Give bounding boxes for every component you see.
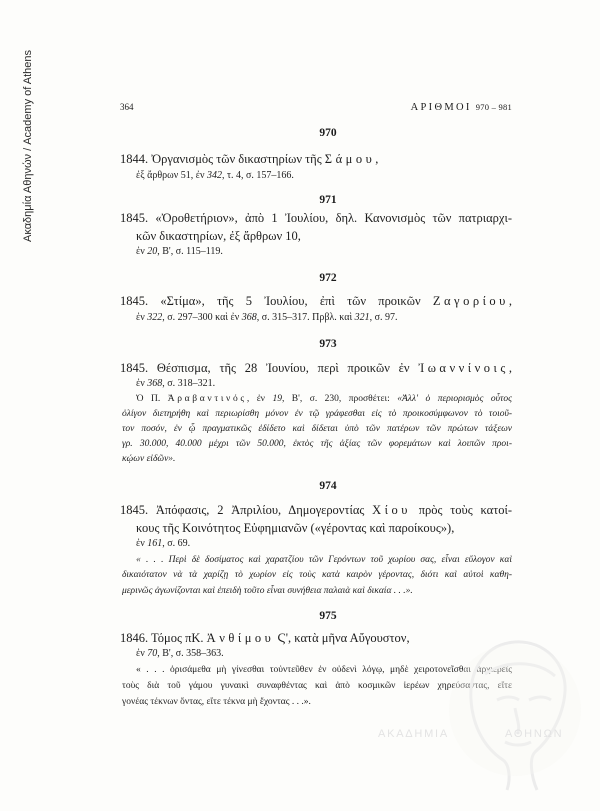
- ref-text: , σ. 318–321.: [162, 378, 216, 389]
- note-line: [136, 392, 512, 406]
- patriarch-name: Ἀνθίμου: [206, 631, 275, 645]
- ref-text: , τ. 4, σ. 157–166.: [222, 170, 294, 181]
- quote-line: δικαιότατον νὰ τὰ χαρίζῃ τὸ χωρίον εἰς τοὺς κατὰ καιρὸν γέροντας, διότι καὶ αὐτοὶ καθη-: [122, 570, 512, 580]
- entry-title-line: [120, 210, 512, 226]
- source-number: 342: [207, 170, 222, 181]
- ref-text: ἐν: [136, 312, 148, 323]
- note-line: τον ποσόν, ἐν ᾧ πραγματικῶς ἐδίδετο καὶ δίδεται ὑπὸ τῶν πατέρων τῶν πρώτων τάξεων: [122, 424, 512, 434]
- title-text: ,: [508, 294, 512, 308]
- entry-ref-line: [136, 169, 294, 183]
- ref-text: , σ. 97.: [369, 312, 398, 323]
- title-text: 1845. Θέσπισμα, τῆς 28 Ἰουνίου, περὶ προικῶν ἐν: [120, 361, 419, 375]
- entry-title-line: [136, 228, 301, 244]
- note-text: , ἐν: [246, 394, 273, 404]
- entry-ref-line: [136, 245, 223, 259]
- place-name: Ζαγορίου: [432, 294, 509, 308]
- entry-title-line: [120, 360, 512, 376]
- page-number: 364: [120, 102, 134, 112]
- ref-text: ἐν: [136, 378, 148, 389]
- place-name: Χίου: [372, 503, 411, 517]
- place-name: Σάμου: [324, 152, 376, 166]
- title-text: ,: [375, 152, 379, 166]
- title-text: κῶν δικαστηρίων, ἐξ ἄρθρων 10,: [136, 229, 301, 243]
- entry-ref-line: [136, 537, 190, 551]
- quote-line: γονέας τέκνων ὄντας, εἴτε τέκνα μὴ ἔχοντας . . .».: [122, 697, 311, 707]
- place-name: Ἰωαννίνοις: [418, 361, 509, 375]
- academy-logo-watermark: [445, 630, 585, 800]
- title-text: 1846. Τόμος πΚ.: [120, 631, 207, 645]
- running-header: [411, 99, 512, 115]
- source-number: 368: [147, 378, 163, 389]
- quote-line: « . . . ὁρισάμεθα μὴ γίνεσθαι τοὐντεῦθεν ἐν οὐδενὶ λόγῳ, μηδὲ χειροτονεῖσθαι ἀρχιερεῖς: [136, 665, 512, 675]
- title-text: πρὸς τοὺς κατοί-: [410, 503, 512, 517]
- entry-title-line: [120, 502, 512, 518]
- note-line: κῴων εἰδῶν».: [122, 454, 176, 464]
- source-number: 368: [241, 312, 257, 323]
- entry-ref-line: [136, 647, 224, 661]
- ref-text: ἐν: [136, 246, 148, 257]
- quote-line: τοὺς διὰ τοῦ γάμου γυναικὶ συναφθέντας καὶ ἀπὸ κοσμικῶν ἱερέων χηρεύσαντας, εἴτε: [122, 681, 512, 691]
- entry-title-line: [120, 293, 512, 309]
- entry-number: 971: [319, 194, 337, 206]
- entry-number: 972: [319, 272, 337, 284]
- title-text: ,: [508, 361, 512, 375]
- entry-ref-line: [136, 311, 398, 325]
- ref-text: , σ. 315–317. Πρβλ. καὶ: [256, 312, 355, 323]
- author-name: Ἀραβαντινός: [167, 394, 247, 404]
- ref-text: , Β', σ. 358–363.: [157, 648, 224, 659]
- source-number: 161: [147, 538, 163, 549]
- title-text: 1845. «Στίμα», τῆς 5 Ἰουλίου, ἐπὶ τῶν προικῶν: [120, 294, 433, 308]
- running-title: ΑΡΙΘΜΟΙ: [410, 102, 472, 113]
- quote-line: μερινῶς ἀγωνίζονται καὶ ἐπειδὴ τοῦτο εἶναι συνήθεια παλαιὰ καὶ δικαία . . .».: [122, 586, 413, 596]
- ref-text: ἐν: [136, 648, 148, 659]
- source-number: 19: [272, 394, 282, 404]
- entry-number: 973: [319, 338, 337, 350]
- note-line: ὀλίγον διετηρήθη καὶ περιωρίσθη μόνον ἐν τῷ γράφεσθαι εἰς τὸ προικοσύμφωνον τὸ τοιοῦ-: [122, 409, 512, 419]
- note-text: , Β', σ. 230, προσθέτει:: [281, 394, 398, 404]
- title-text: 1845. Ἀπόφασις, 2 Ἀπριλίου, Δημογεροντίας: [120, 503, 373, 517]
- entry-title-line: [120, 630, 410, 646]
- entry-range: 970 – 981: [475, 102, 512, 112]
- entry-title-line: [120, 151, 378, 167]
- ref-text: ἐξ ἄρθρων 51, ἐν: [136, 170, 207, 181]
- entry-number: 970: [319, 127, 337, 139]
- quoted-text: «Ἀλλ' ὁ περιορισμὸς οὗτος: [397, 394, 512, 404]
- ref-text: ἐν: [136, 538, 148, 549]
- source-number: 70: [147, 648, 158, 659]
- title-text: 1845. «Ὀροθετήριον», ἀπὸ 1 Ἰουλίου, δηλ. Κανονισμὸς τῶν πατριαρχι-: [120, 211, 512, 225]
- watermark-text-left: ΑΚΑΔΗΜΙΑ: [378, 728, 449, 740]
- entry-title-line: [136, 520, 454, 536]
- entry-number: 975: [319, 610, 337, 622]
- title-text: κους τῆς Κοινότητος Εὐφημιανῶν («γέροντας καὶ παροίκους»),: [136, 521, 455, 535]
- title-text: Ϛ', κατὰ μῆνα Αὔγουστον,: [274, 631, 410, 645]
- ref-text: , σ. 297–300 καὶ ἐν: [162, 312, 242, 323]
- note-line: γρ. 30.000, 40.000 μέχρι τῶν 50.000, ἐκτὸς τῆς ἀξίας τῶν φορεμάτων καὶ λοιπῶν προι-: [122, 439, 512, 449]
- ref-text: , σ. 69.: [162, 538, 191, 549]
- title-text: 1844. Ὀργανισμὸς τῶν δικαστηρίων τῆς: [120, 152, 325, 166]
- entry-ref-line: [136, 377, 215, 391]
- archive-margin-label: Ακαδημία Αθηνών / Academy of Athens: [22, 49, 34, 242]
- entry-number: 974: [319, 480, 337, 492]
- source-number: 20: [147, 246, 158, 257]
- watermark-text-right: ΑΘΗΝΩΝ: [505, 728, 564, 740]
- source-number: 321: [354, 312, 370, 323]
- ref-text: , Β', σ. 115–119.: [157, 246, 223, 257]
- source-number: 322: [147, 312, 163, 323]
- quote-line: « . . . Περὶ δὲ δοσίματος καὶ χαρατζίου τῶν Γερόντων τοῦ χωρίου σας, εἶναι εὔλογον καὶ: [136, 555, 512, 565]
- note-text: Ὁ Π.: [136, 394, 168, 404]
